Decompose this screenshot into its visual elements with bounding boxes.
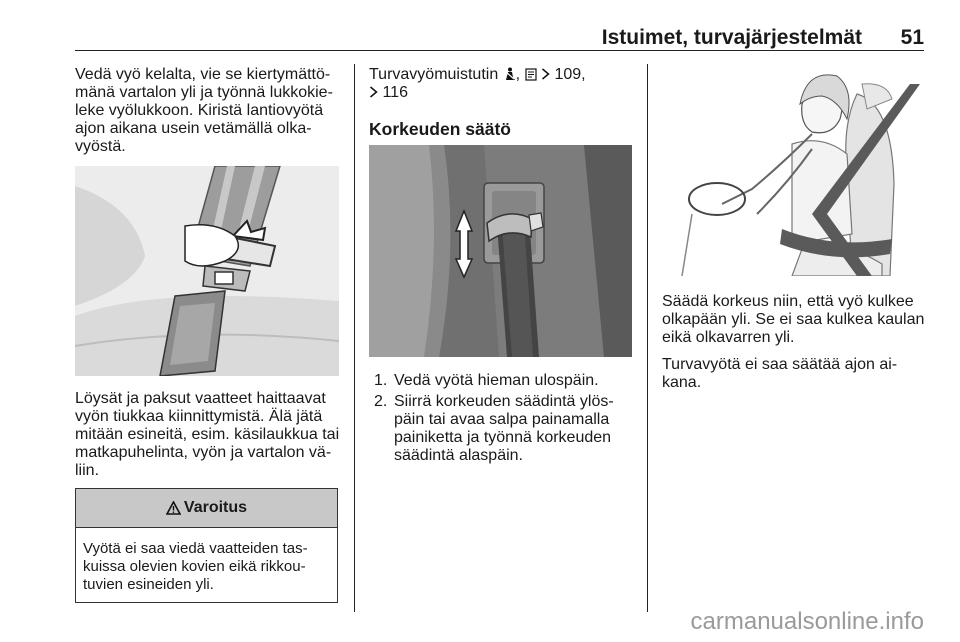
reference-page-109: 109, bbox=[554, 66, 586, 83]
warning-box bbox=[75, 488, 338, 603]
warning-text: Vyötä ei saa viedä vaatteiden taskuissa olevien kovien eikä rikkoutuvien esineiden yli. bbox=[83, 540, 308, 593]
steps-list bbox=[369, 372, 634, 465]
page-number: 51 bbox=[900, 26, 924, 49]
middle-column bbox=[369, 66, 634, 152]
page-reference-arrow-icon bbox=[541, 68, 550, 80]
left-body bbox=[75, 390, 343, 489]
watermark: carmanualsonline.info bbox=[690, 608, 924, 635]
left-column bbox=[75, 66, 343, 165]
middle-steps bbox=[369, 372, 634, 468]
step-2 bbox=[369, 393, 634, 465]
adjust-paragraph: Säädä korkeus niin, että vyö kulkee olkapään yli. Se ei saa kulkea kaulan eikä olkavarren yli. bbox=[662, 293, 925, 346]
clothing-paragraph: Löysät ja paksut vaatteet haittaavat vyön tiukkaa kiinnittymistä. Älä jätä mitään esineitä, esim. käsilaukkua tai matkapuhelinta, vyön ja vartalon väliin. bbox=[75, 390, 340, 479]
warning-title: Varoitus bbox=[183, 499, 248, 516]
seatbelt-reminder-icon bbox=[503, 67, 516, 81]
warning-triangle-icon bbox=[166, 501, 181, 515]
no-adjust-while-driving: Turvavyötä ei saa säätää ajon aikana. bbox=[662, 356, 898, 391]
reminder-text: Turvavyömuistutin bbox=[369, 66, 503, 83]
page-header-title: Istuimet, turvajärjestelmät bbox=[601, 26, 862, 49]
header-rule bbox=[75, 50, 924, 51]
section-heading: Korkeuden säätö bbox=[369, 119, 511, 139]
column-divider-1 bbox=[354, 64, 355, 612]
step-number: 1. bbox=[374, 372, 388, 389]
intro-paragraph: Vedä vyö kelalta, vie se kiertymättömänä vartalon yli ja työnnä lukkokieleke vyölukkoon. Kiristä lantiovyötä ajon aikana usein vetämällä olkavyöstä. bbox=[75, 66, 333, 155]
reminder-paragraph: Turvavyömuistutin , 109, 116 bbox=[369, 66, 586, 101]
reference-page-116: 116 bbox=[382, 84, 408, 101]
buckle-insertion-figure bbox=[75, 166, 339, 376]
step-1 bbox=[369, 372, 634, 390]
belt-height-adjuster-figure bbox=[369, 145, 632, 357]
driver-belt-position-figure bbox=[662, 64, 924, 276]
right-column bbox=[662, 293, 930, 401]
warning-header bbox=[76, 489, 337, 528]
step-number: 2. bbox=[374, 393, 388, 410]
step-text: Vedä vyötä hieman ulospäin. bbox=[394, 372, 599, 389]
info-display-icon bbox=[525, 68, 537, 81]
step-text: Siirrä korkeuden säädintä ylöspäin tai avaa salpa painamalla painiketta ja työnnä korkeuden säädintä alaspäin. bbox=[394, 393, 614, 464]
column-divider-2 bbox=[647, 64, 648, 612]
page-reference-arrow-icon bbox=[369, 86, 378, 98]
